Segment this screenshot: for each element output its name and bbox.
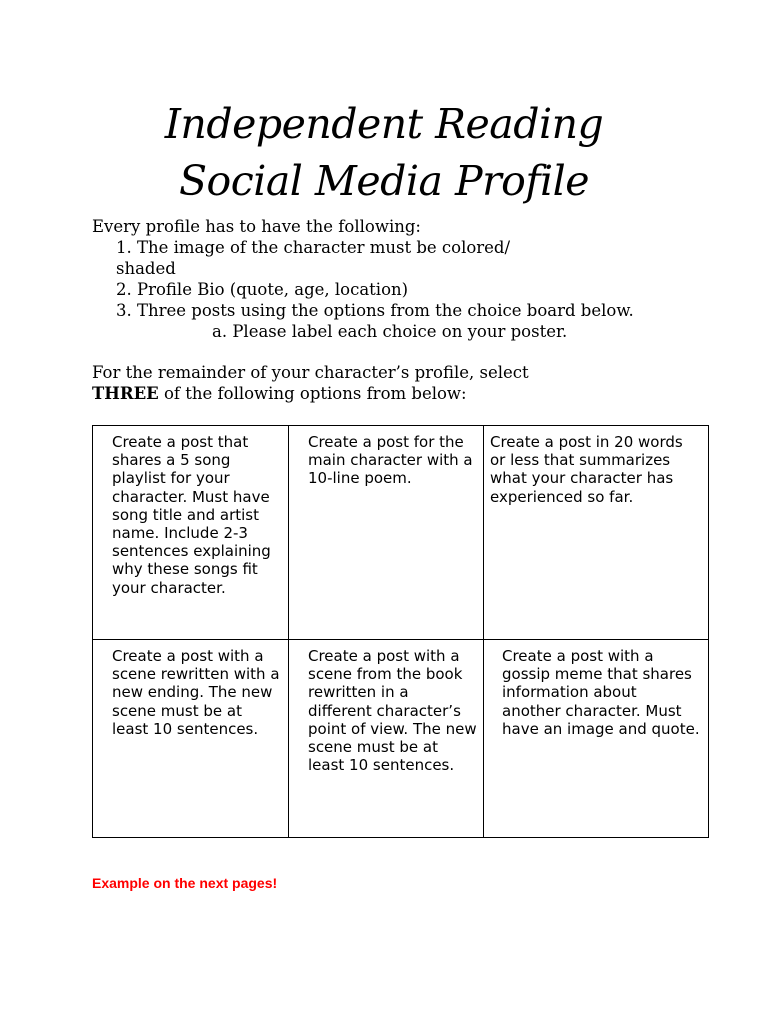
choice-board-row-2	[93, 640, 709, 838]
choice-new-ending-text: Create a post with a scene rewritten with a new ending. The new scene must be at least 10 sentences.	[112, 647, 280, 738]
choice-gossip-meme-text: Create a post with a gossip meme that shares information about another character. Must have an image and quote.	[502, 647, 700, 738]
choice-board-row-1	[93, 426, 709, 640]
choice-cell-playlist	[93, 426, 289, 640]
choice-cell-new-ending	[93, 640, 289, 838]
requirement-item-2: 2. Profile Bio (quote, age, location)	[116, 280, 409, 299]
choice-poem-text: Create a post for the main character with a 10-line poem.	[308, 433, 473, 488]
remainder-instruction-rest: of the following options from below:	[158, 384, 467, 403]
requirement-item-3a: a. Please label each choice on your poster.	[212, 322, 568, 341]
choice-playlist-text: Create a post that shares a 5 song playlist for your character. Must have song title and artist name. Include 2-3 sentences explaining why these songs fit your character.	[112, 433, 271, 597]
requirement-item-3: 3. Three posts using the options from the choice board below.	[116, 301, 634, 320]
remainder-instruction-line-1: For the remainder of your character’s profile, select	[92, 363, 529, 382]
title-line-1: Independent Reading	[164, 100, 604, 148]
remainder-instruction-line-2	[92, 383, 467, 404]
choice-cell-summary	[484, 426, 709, 640]
choice-cell-poem	[289, 426, 484, 640]
requirements-intro: Every profile has to have the following:	[92, 217, 421, 236]
choice-board-table	[92, 425, 709, 838]
three-emphasis: THREE	[92, 384, 159, 403]
choice-cell-gossip-meme	[484, 640, 709, 838]
title-line-2: Social Media Profile	[178, 157, 590, 205]
requirement-item-1: 1. The image of the character must be colored/	[116, 238, 511, 257]
choice-point-of-view-text: Create a post with a scene from the book rewritten in a different character’s point of view. The new scene must be at least 10 sentences.	[308, 647, 477, 775]
choice-cell-point-of-view	[289, 640, 484, 838]
choice-summary-text: Create a post in 20 words or less that summarizes what your character has experienced so far.	[490, 433, 683, 506]
requirement-item-1-continued: shaded	[116, 259, 176, 278]
example-note: Example on the next pages!	[92, 875, 278, 891]
